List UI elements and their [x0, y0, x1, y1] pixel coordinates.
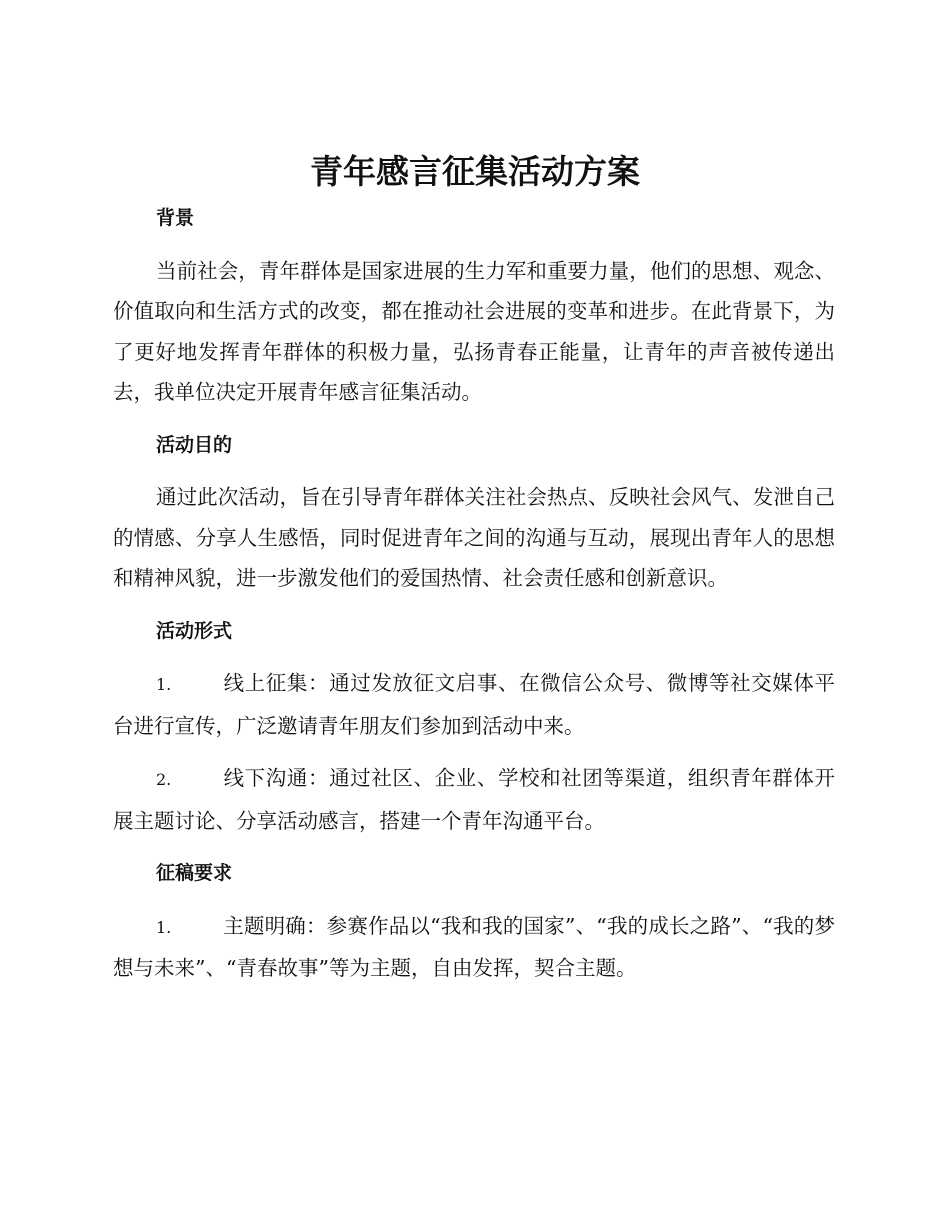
section-format: [113, 611, 835, 842]
list-item-text: 线上征集：通过发放征文启事、在微信公众号、微博等社交媒体平台进行宣传，广泛邀请青年朋友们参加到活动中来。: [113, 671, 835, 738]
list-item: [113, 758, 835, 841]
list-item: [113, 663, 835, 746]
section-paragraph: 当前社会，青年群体是国家进展的生力军和重要力量，他们的思想、观念、价值取向和生活方式的改变，都在推动社会进展的变革和进步。在此背景下，为了更好地发挥青年群体的积极力量，弘扬青春正能量，让青年的声音被传递出去，我单位决定开展青年感言征集活动。: [113, 258, 835, 404]
section-requirements: [113, 853, 835, 989]
section-heading: 活动形式: [156, 619, 233, 642]
list-item-number: 1.: [156, 675, 172, 694]
list-item-text: 线下沟通：通过社区、企业、学校和社团等渠道，组织青年群体开展主题讨论、分享活动感言，搭建一个青年沟通平台。: [113, 766, 835, 833]
section-paragraph: 通过此次活动，旨在引导青年群体关注社会热点、反映社会风气、发泄自己的情感、分享人生感悟，同时促进青年之间的沟通与互动，展现出青年人的思想和精神风貌，进一步激发他们的爱国热情、社会责任感和创新意识。: [113, 485, 835, 590]
list-item-number: 1.: [156, 917, 172, 937]
section-background: [113, 198, 835, 413]
list-item: [113, 906, 835, 989]
document-body: [113, 198, 835, 1001]
section-heading: 征稿要求: [156, 862, 233, 884]
list-item-number: 2.: [156, 770, 172, 789]
section-purpose: [113, 425, 835, 599]
document-title: 青年感言征集活动方案: [310, 152, 640, 191]
section-heading: 活动目的: [156, 433, 233, 456]
section-heading: 背景: [156, 207, 195, 229]
list-item-text: 主题明确：参赛作品以“我和我的国家”、“我的成长之路”、“我的梦想与未来”、“青春故事”等为主题，自由发挥，契合主题。: [113, 913, 835, 980]
